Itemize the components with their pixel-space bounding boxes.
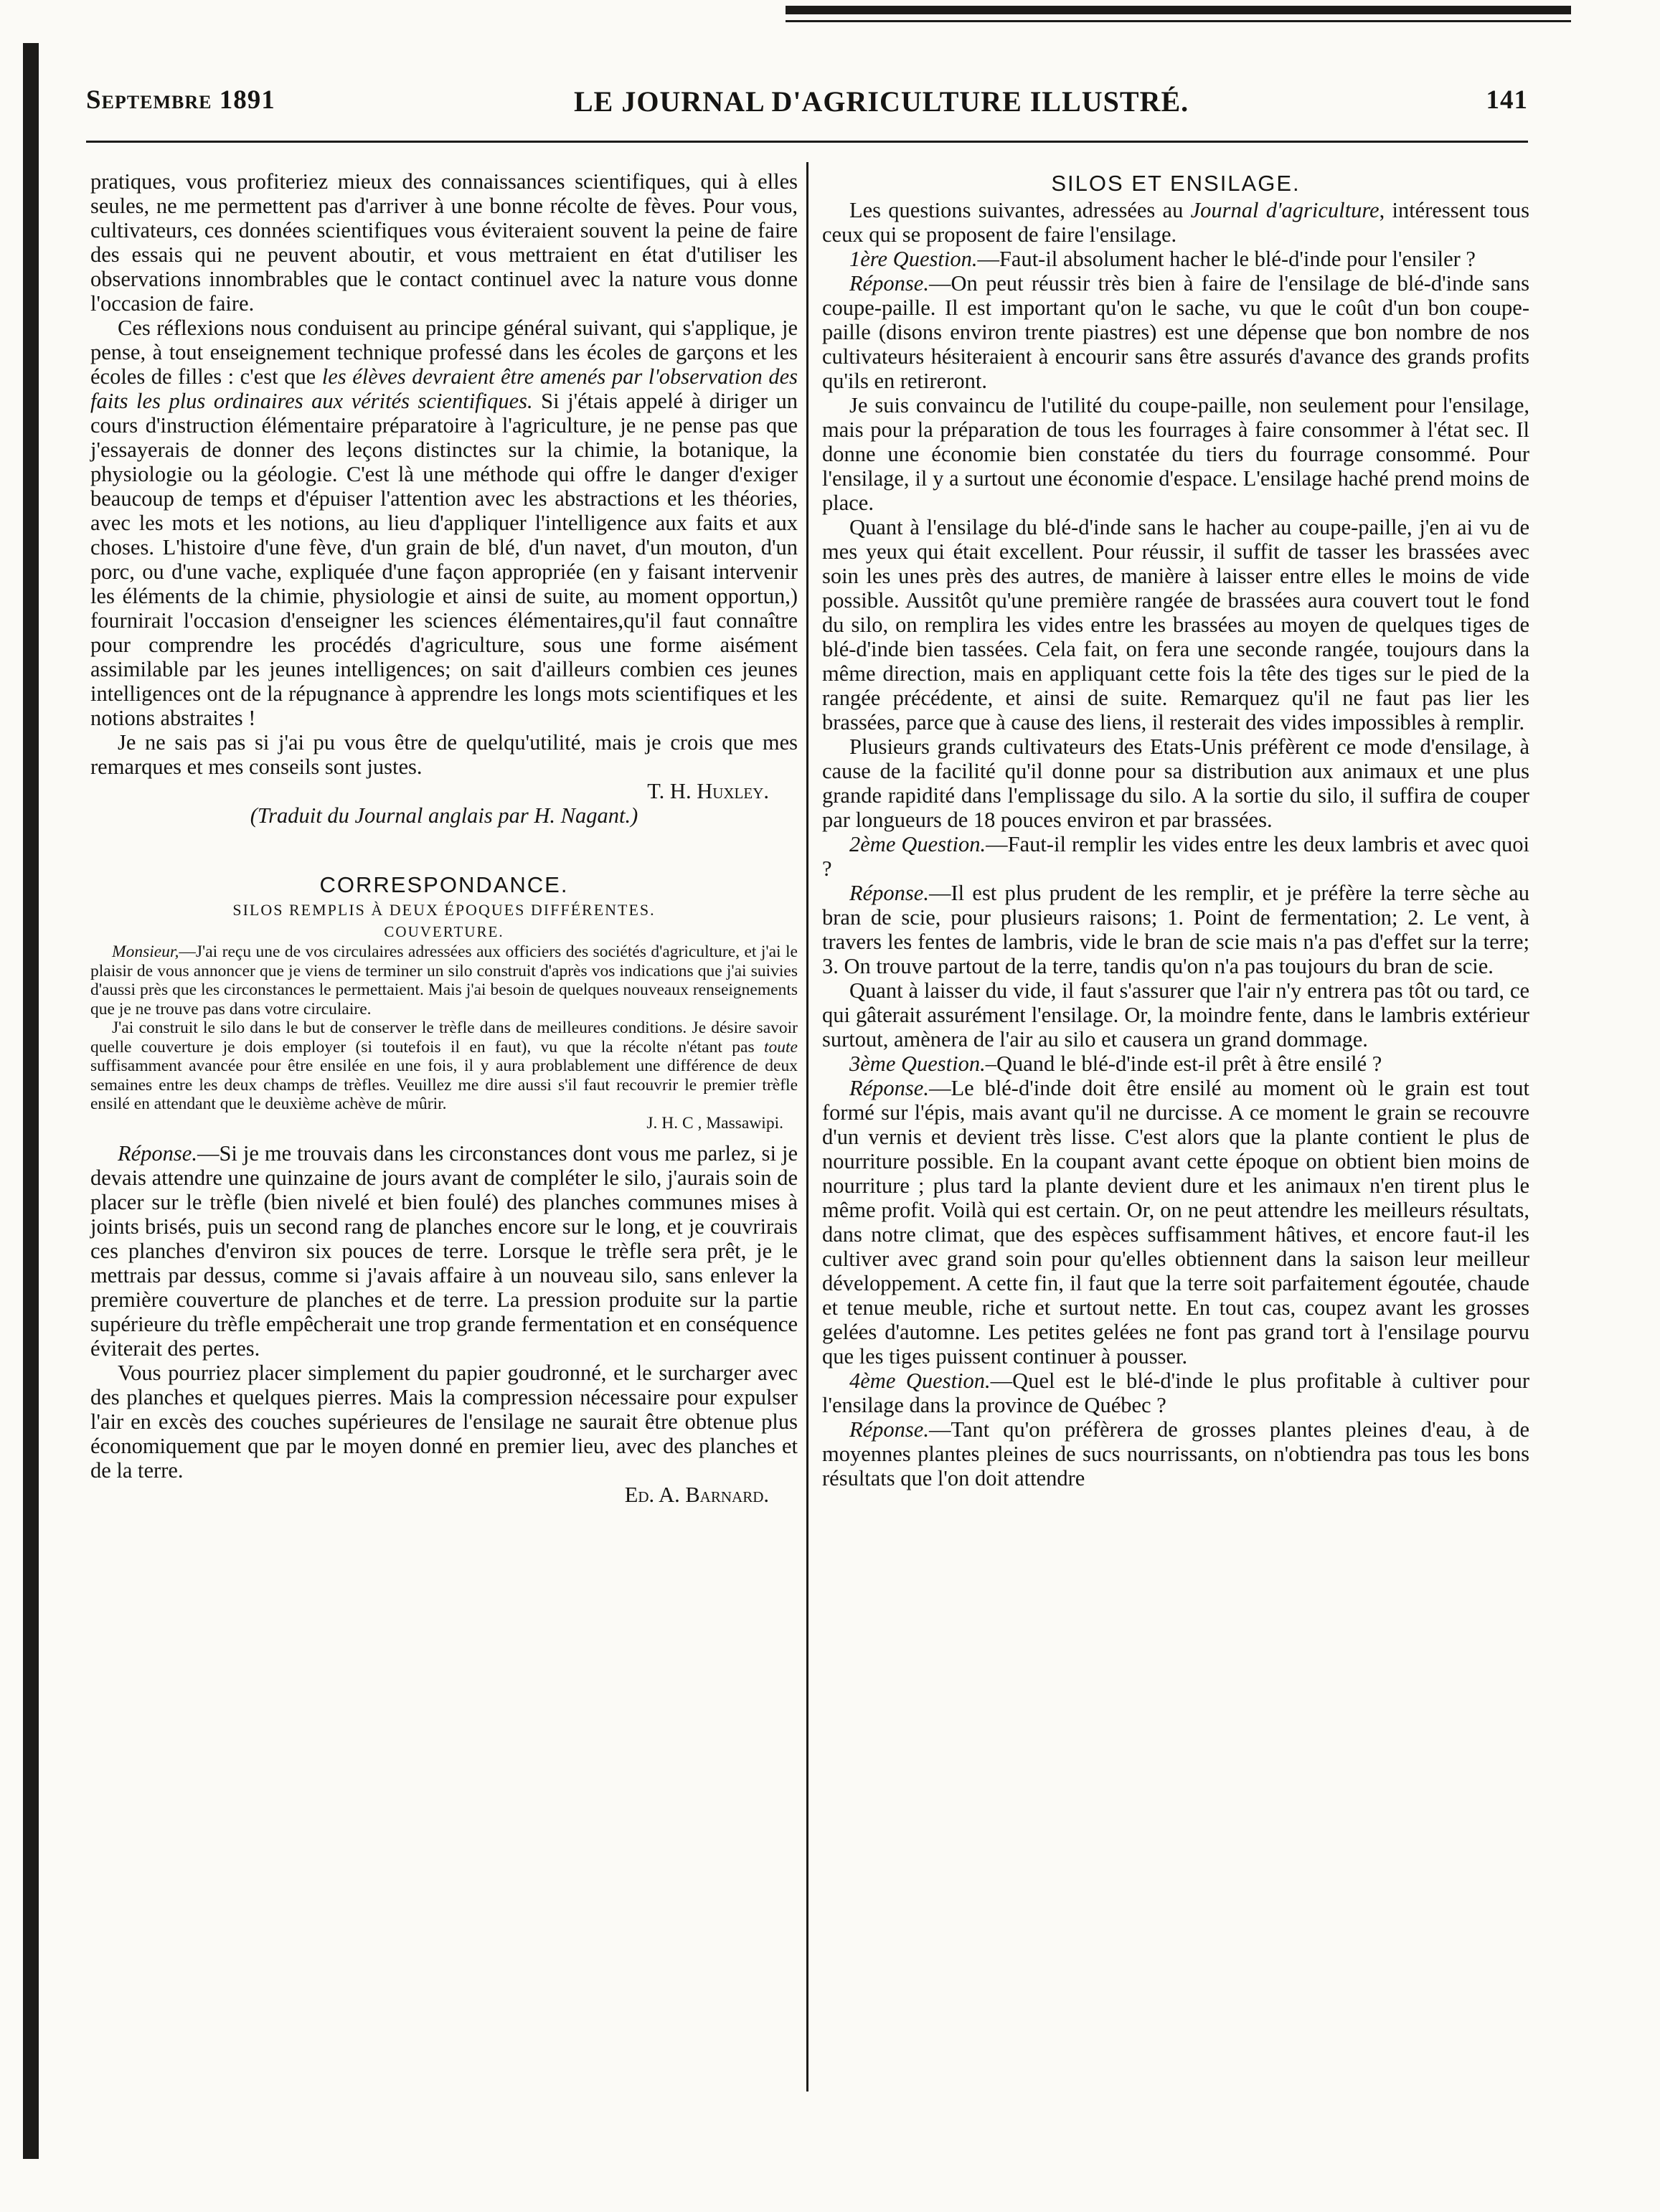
running-header: [86, 85, 1528, 128]
paragraph: pratiques, vous profiteriez mieux des connaissances scientifiques, qui à elles seules, ne me permettent pas d'arriver à une bonne récolte de fèves. Pour vous, cultivateurs, ces données scientifiques vous éviteraient souvent la peine de faire des essais qui ne peuvent aboutir, et vous mettraient en état d'utiliser les observations innombrables que le contact continuel avec la nature vous donne l'occasion de faire.: [90, 169, 798, 316]
reply-paragraph: [90, 1141, 798, 1361]
text-run: –Quand le blé-d'inde est-il prêt à être ensilé ?: [985, 1051, 1382, 1076]
text-run: , intéressent tous ceux qui se proposent de faire l'ensilage.: [822, 198, 1529, 247]
text-run: —On peut réussir très bien à faire de l'ensilage de blé-d'inde sans coupe-paille. Il est important qu'on le sache, vu que le coût d'un bon coupe-paille (disons environ trente piastres) est une dépense que bon nombre de nos cultivateurs hésiteraient à encourir sans être assurés d'avance des grands profits qu'ils en retireront.: [822, 271, 1529, 393]
paragraph: Plusieurs grands cultivateurs des Etats-Unis préfèrent ce mode d'ensilage, à cause de la facilité qu'il donne pour sa distribution aux animaux et une plus grande rapidité dans l'emplissage du silo. A la sortie du silo, il suffira de couper par longueurs de 18 pouces environ et par brassées.: [822, 734, 1529, 832]
paragraph: Quant à laisser du vide, il faut s'assurer que l'air n'y entrera pas tôt ou tard, ce qui gâterait assurément l'ensilage. Or, la moindre fente, dans le lambris extérieur surtout, amènera de l'air au silo et causera un grand dommage.: [822, 978, 1529, 1051]
text-run: —Il est plus prudent de les remplir, et je préfère la terre sèche au bran de scie, pour plusieurs raisons; 1. Point de fermentation; 2. Le vent, à travers les fentes de lambris, vide le bran de scie mais n'a pas d'effet sur la terre; 3. On trouve partout de la terre, tandis qu'on n'a pas toujours du bran de scie.: [822, 881, 1529, 978]
header-date: Septembre 1891: [86, 85, 275, 115]
text-run: —Si je me trouvais dans les circonstances dont vous me parlez, si je devais attendre une quinzaine de jours avant de compléter le silo, j'aurais soin de placer sur le trèfle (bien nivelé et bien foulé) des planches communes mises à joints brisés, puis un second rang de planches encore sur le long, et je couvrirais ces planches d'environ six pouces de terre. Lorsque le trèfle sera prêt, je le mettrais par dessus, comme si j'avais affaire à un nouveau silo, sans enlever la première couverture de planches et de terre. La pression produite sur la partie supérieure du trèfle empêcherait une trop grande fermentation et en conséquence éviterait des pertes.: [90, 1141, 798, 1361]
text-run: —Le blé-d'inde doit être ensilé au moment où le grain est tout formé sur l'épis, mais avant qu'il ne durcisse. A ce moment le grain se recouvre d'un vernis et devient très lisse. C'est alors que la plante contient le plus de nourriture possible. En la coupant avant cette époque on obtient bien moins de nourriture ; plus tard la plante devient dure et les animaux n'en tirent plus le même profit. Voilà qui est certain. Or, on ne peut attendre les meilleurs résultats, dans notre climat, que des espèces suffisamment hâtives, et encore faut-il les cultiver avec grand soin pour qu'elles obtiennent dans la saison leur meilleur développement. A cette fin, il faut que la terre soit parfaitement égoutée, chaude et tenue meuble, riche et surtout nette. En tout cas, coupez avant les grosses gelées d'automne. Les petites gelées ne font pas grand tort à l'ensilage pourvu que les tiges puissent continuer à pousser.: [822, 1076, 1529, 1369]
top-rule: [786, 6, 1571, 14]
salutation: Monsieur,: [112, 942, 179, 961]
answer-label: Réponse.: [849, 1076, 929, 1100]
question-label: 2ème Question.: [849, 832, 986, 856]
text-run: Les questions suivantes, adressées au: [849, 198, 1191, 222]
left-column: [90, 169, 798, 1507]
text-run: Si j'étais appelé à diriger un cours d'instruction élémentaire préparatoire à l'agriculture, je ne pense pas que j'essayerais de donner des leçons distinctes sur la chimie, la botanique, la physiologie ou la géologie. C'est là une méthode qui offre le danger d'exiger beaucoup de temps et d'épuiser l'attention avec les abstractions et les théories, avec les mots et les notions, au lieu d'appliquer l'intelligence aux faits et aux choses. L'histoire d'une fève, d'un grain de blé, d'un navet, d'un mouton, d'un porc, ou d'une vache, expliquée d'une façon appropriée (en y faisant intervenir les éléments de la chimie, physiologie et ainsi de suite, au moment opportun,) fournirait l'occasion d'enseigner les sciences élémentaires,qu'il faut connaître pour comprendre les procédés d'agriculture, sous une forme aisément assimilable par les jeunes intelligences; on sait d'ailleurs combien ces jeunes intelligences ont de la répugnance à apprendre les longs mots scientifiques et les notions abstraites !: [90, 389, 798, 730]
translation-credit: (Traduit du Journal anglais par H. Nagant.): [250, 803, 638, 828]
question-label: 3ème Question.: [849, 1051, 986, 1076]
letter-paragraph: [90, 1018, 798, 1114]
reply-label: Réponse.: [118, 1141, 197, 1166]
paragraph: Je ne sais pas si j'ai pu vous être de quelqu'utilité, mais je crois que mes remarques et mes conseils sont justes.: [90, 730, 798, 779]
text-run: J'ai construit le silo dans le but de conserver le trèfle dans de meilleures conditions. Je désire savoir quelle couverture je dois employer (si toutefois il en faut), vu que la récolte n'étant pas: [90, 1018, 798, 1057]
question-label: 1ère Question.: [849, 247, 978, 271]
signature-huxley: T. H. Huxley.: [647, 779, 769, 803]
right-column: [822, 169, 1529, 1490]
question-paragraph: [822, 832, 1529, 881]
answer-paragraph: [822, 1076, 1529, 1369]
section-subtitle-2: COUVERTURE.: [384, 923, 504, 940]
italic-run: les élèves devraient être amenés par l'observation des faits les plus ordinaires aux vérités scientifiques.: [90, 364, 798, 413]
text-run: —Quel est le blé-d'inde le plus profitable à cultiver pour l'ensilage dans la province de Québec ?: [822, 1369, 1530, 1417]
paragraph: Je suis convaincu de l'utilité du coupe-paille, non seulement pour l'ensilage, mais pour la préparation de tous les fourrages à faire consommer à l'état sec. Il donne une économie bien constatée du tiers du fourrage consommé. Pour l'ensilage, il y a surtout une économie d'espace. L'ensilage haché prend moins de place.: [822, 393, 1529, 515]
text-run: —Tant qu'on préfèrera de grosses plantes pleines d'eau, à de moyennes plantes pleines de sucs nourrissants, on n'obtiendra pas tous les bons résultats que l'on doit attendre: [822, 1417, 1529, 1490]
text-run: suffisamment avancée pour être ensilée en une fois, il y aura problablement une différence de deux semaines entre les deux champs de trèfles. Veuillez me dire aussi s'il faut recouvrir le premier trèfle ensilé en attendant que le deuxième achève de mûrir.: [90, 1057, 798, 1113]
question-paragraph: [822, 1369, 1529, 1417]
reply-paragraph: Vous pourriez placer simplement du papier goudronné, et le surcharger avec des planches et quelques pierres. Mais la compression nécessaire pour expulser l'air en excès des couches supérieures de l'ensilage ne saurait être obtenue plus économiquement que par le moyen donné en premier lieu, avec des planches et de la terre.: [90, 1361, 798, 1483]
top-rule-thin: [786, 20, 1571, 22]
column-divider: [806, 162, 808, 2092]
header-page-number: 141: [1486, 85, 1528, 115]
header-journal-title: LE JOURNAL D'AGRICULTURE ILLUSTRÉ.: [574, 85, 1189, 118]
question-paragraph: [822, 1051, 1529, 1076]
italic-run: toute: [764, 1037, 798, 1057]
answer-label: Réponse.: [849, 1417, 929, 1442]
section-title-correspondance: CORRESPONDANCE.: [319, 872, 569, 897]
page-binding-edge: [23, 43, 39, 2159]
paragraph: Quant à l'ensilage du blé-d'inde sans le hacher au coupe-paille, j'en ai vu de mes yeux qui était excellent. Pour réussir, il suffit de tasser les brassées avec soin les unes près des autres, de manière à laisser entre elles le moins de vide possible. Aussitôt qu'une première rangée de brassées aura couvert tout le fond du silo, on remplira les vides entre les brassées au moyen de quelques tiges de blé-d'inde bien tassées. Cela fait, on fera une seconde rangée, toujours dans la même direction, mais en appliquant cette fois la tête des tiges sur le pied de la rangée précédente, et ainsi de suite. Remarquez qu'il ne faut pas lier les brassées, parce que à cause des liens, il resterait des vides impossibles à remplir.: [822, 515, 1529, 734]
letter-signature: J. H. C , Massawipi.: [646, 1113, 783, 1133]
answer-label: Réponse.: [849, 881, 929, 905]
text-run: —Faut-il absolument hacher le blé-d'inde pour l'ensiler ?: [977, 247, 1476, 271]
text-run: —J'ai reçu une de vos circulaires adressées aux officiers des sociétés d'agriculture, et j'ai le plaisir de vous annoncer que je viens de terminer un silo construit d'après vos indications que j'ai suivies d'aussi près que les circonstances le permettaient. Mais j'ai besoin de quelques nouveaux renseignements que je ne trouve pas dans votre circulaire.: [90, 942, 798, 1018]
header-rule: [86, 141, 1528, 143]
paragraph: [90, 316, 798, 730]
signature-barnard: Ed. A. Barnard.: [624, 1483, 769, 1507]
question-label: 4ème Question.: [849, 1369, 991, 1393]
text-run: Ces réflexions nous conduisent au principe général suivant, qui s'applique, je pense, à tout enseignement technique professé dans les écoles de garçons et les écoles de filles : c'est que: [90, 316, 798, 389]
section-title-silos: SILOS ET ENSILAGE.: [1051, 171, 1301, 196]
answer-paragraph: [822, 1417, 1529, 1490]
paragraph: [822, 198, 1529, 247]
text-run: —Faut-il remplir les vides entre les deux lambris et avec quoi ?: [822, 832, 1529, 881]
section-subtitle: SILOS REMPLIS À DEUX ÉPOQUES DIFFÉRENTES.: [232, 901, 656, 919]
answer-paragraph: [822, 881, 1529, 978]
italic-run: Journal d'agriculture: [1190, 198, 1380, 222]
letter-paragraph: [90, 942, 798, 1018]
answer-label: Réponse.: [849, 271, 929, 296]
question-paragraph: [822, 247, 1529, 271]
answer-paragraph: [822, 271, 1529, 393]
